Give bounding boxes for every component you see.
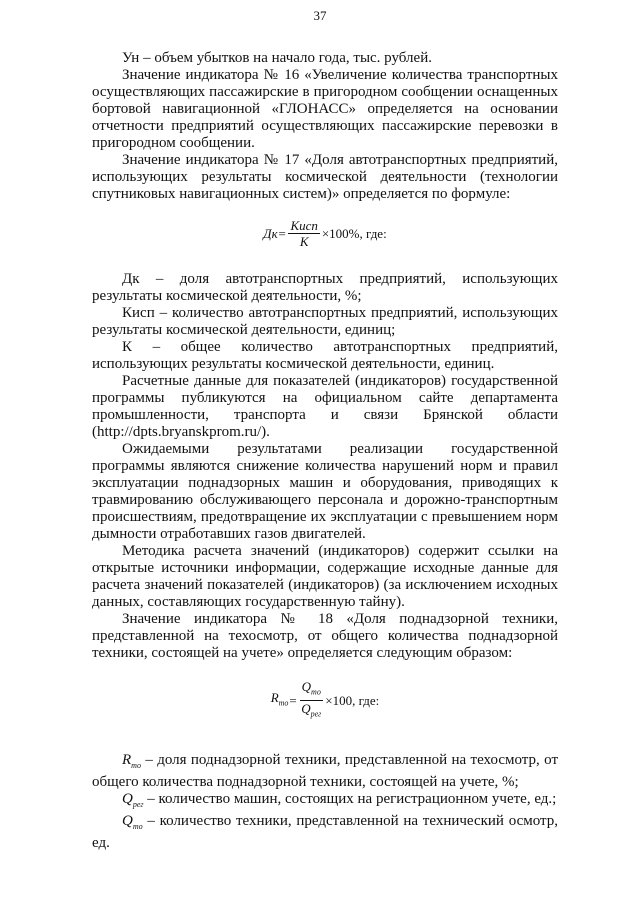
formula-tail: ×100%, где: [321,226,387,241]
paragraph-expected-results: Ожидаемыми результатами реализации государственной программы являются снижение количества нарушений норм и правил эксплуатации поднадзорных машин и оборудования, приводящих к травмированию обслуживающего персонала и дорожно-транспортным происшествиям, предотвращение их эксплуатации с превышением норм дымности отработавших газов двигателей. [92,441,558,542]
formula-fraction [288,218,319,249]
symbol-qreg: $Q_{рег}$ [122,791,144,810]
paragraph-indicator-18: Значение индикатора № 18 «Доля поднадзорной техники, представленной на техосмотр, от общего количества поднадзорной техники, состоящей на учете» определяется следующим образом: [92,611,558,661]
paragraph-qreg-definition: $Q_{рег}$ – количество машин, состоящих на регистрационном учете, ед.; [122,791,557,810]
page-number: 37 [313,8,327,23]
paragraph-indicator-16: Значение индикатора № 16 «Увеличение количества транспортных осуществляющих пассажирские в пригородном сообщении оснащенных бортовой навигационной «ГЛОНАСС» определяется на основании отчетности предприятий осуществляющих пассажирские перевозки в пригородном сообщении. [92,67,558,151]
formula-numerator: $Q_{то}$ [300,679,323,701]
paragraph-methodology: Методика расчета значений (индикаторов) содержит ссылки на открытые источники информации, содержащие исходные данные для расчета значений показателей (индикаторов) (за исключением исходных данных, составляющих государственную тайну). [92,543,558,610]
formula-numerator: Кисп [290,218,318,233]
document-body [92,50,558,852]
paragraph-qto-definition: $Q_{то}$ – количество техники, представленной на технический осмотр, ед. [92,813,559,852]
formula-denominator: $Q_{рег}$ [301,700,322,719]
paragraph-k-definition: К – общее количество автотранспортных предприятий, использующих результаты космической деятельности, единиц. [92,339,558,372]
formula-denominator: К [299,234,309,249]
paragraph-losses-definition: Ун – объем убытков на начало года, тыс. рублей. [122,50,432,66]
paragraph-dk-definition: Дк – доля автотранспортных предприятий, использующих результаты космической деятельности, %; [92,271,558,304]
formula-equals: = [288,692,298,708]
paragraph-indicator-17: Значение индикатора № 17 «Доля автотранспортных предприятий, использующих результаты космической деятельности (технологии спутниковых навигационных систем)» определяется по формуле: [92,152,558,202]
formula-lhs: Дк [263,226,278,241]
paragraph-publication: Расчетные данные для показателей (индикаторов) государственной программы публикуются на официальном сайте департамента промышленности, транспорта и связи Брянской области (http://dpts.bryanskprom.ru/). [92,373,558,440]
paragraph-rto-definition: $R_{то}$ – доля поднадзорной техники, представленной на техосмотр, от общего количества поднадзорной техники, состоящей на учете, %; [92,752,559,791]
formula-indicator-18 [92,679,558,721]
formula-indicator-17 [92,218,558,249]
symbol-rto: $R_{то}$ [122,752,141,771]
formula-lhs: $R_{то}$ [270,689,289,708]
formula-equals: = [277,226,287,241]
paragraph-kisp-definition: Кисп – количество автотранспортных предприятий, использующих результаты космической деятельности, единиц; [92,305,558,338]
formula-fraction [299,679,323,721]
formula-tail: ×100, где: [325,692,380,708]
symbol-qto: $Q_{то}$ [122,813,143,832]
